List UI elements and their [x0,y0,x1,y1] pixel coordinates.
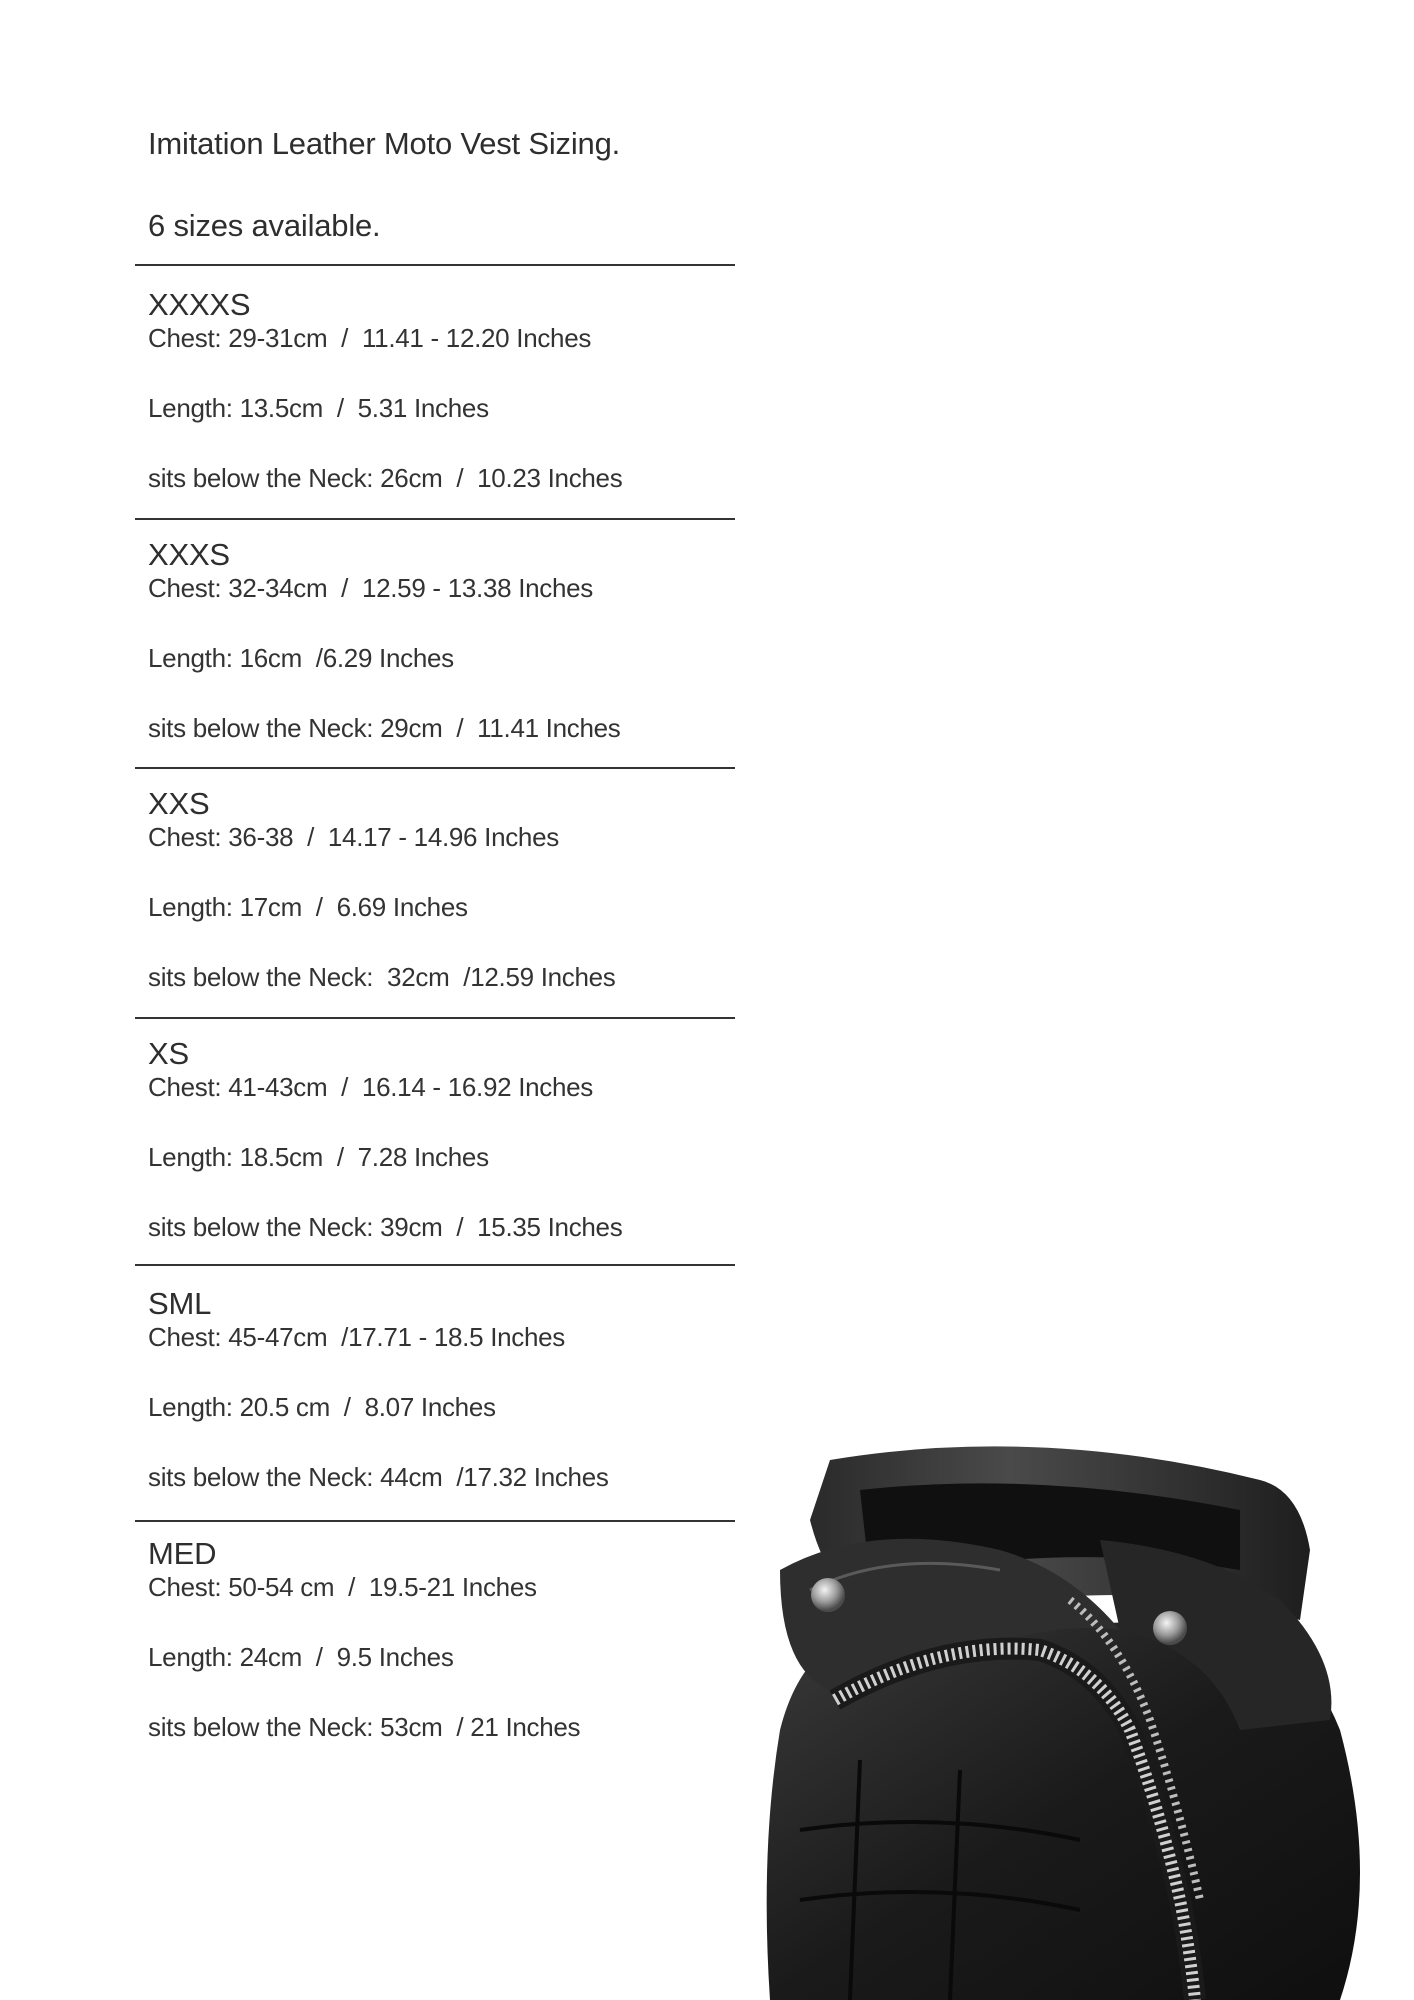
size-entry-xxxxs [148,287,748,493]
length-measurement: Length: 13.5cm / 5.31 Inches [148,393,489,423]
length-measurement: Length: 18.5cm / 7.28 Inches [148,1142,489,1172]
divider-rule [135,1520,735,1522]
length-measurement: Length: 16cm /6.29 Inches [148,643,454,673]
size-entry-med [148,1536,748,1742]
chest-measurement: Chest: 45-47cm /17.71 - 18.5 Inches [148,1322,565,1352]
neck-measurement: sits below the Neck: 39cm / 15.35 Inches [148,1212,623,1242]
divider-rule [135,518,735,520]
chest-measurement: Chest: 50-54 cm / 19.5-21 Inches [148,1572,537,1602]
vest-product-photo [740,1430,1414,2000]
size-entry-xxxs [148,537,748,743]
neck-measurement: sits below the Neck: 26cm / 10.23 Inches [148,463,623,493]
size-name: XXXXS [148,287,251,322]
page-title: Imitation Leather Moto Vest Sizing. [148,126,621,161]
neck-measurement: sits below the Neck: 44cm /17.32 Inches [148,1462,609,1492]
size-name: XXXS [148,537,230,572]
length-measurement: Length: 17cm / 6.69 Inches [148,892,468,922]
chest-measurement: Chest: 29-31cm / 11.41 - 12.20 Inches [148,323,592,353]
divider-rule [135,1017,735,1019]
chest-measurement: Chest: 41-43cm / 16.14 - 16.92 Inches [148,1072,594,1102]
size-entry-xs [148,1036,748,1242]
size-entry-xxs [148,786,748,992]
length-measurement: Length: 24cm / 9.5 Inches [148,1642,454,1672]
size-name: MED [148,1536,217,1571]
neck-measurement: sits below the Neck: 53cm / 21 Inches [148,1712,581,1742]
size-entry-sml [148,1286,748,1492]
size-name: SML [148,1286,212,1321]
chest-measurement: Chest: 32-34cm / 12.59 - 13.38 Inches [148,573,594,603]
size-name: XXS [148,786,210,821]
chest-measurement: Chest: 36-38 / 14.17 - 14.96 Inches [148,822,559,852]
neck-measurement: sits below the Neck: 32cm /12.59 Inches [148,962,616,992]
length-measurement: Length: 20.5 cm / 8.07 Inches [148,1392,496,1422]
divider-rule [135,767,735,769]
sizes-available-note: 6 sizes available. [148,208,381,243]
neck-measurement: sits below the Neck: 29cm / 11.41 Inches [148,713,621,743]
divider-rule [135,264,735,266]
divider-rule [135,1264,735,1266]
size-name: XS [148,1036,189,1071]
